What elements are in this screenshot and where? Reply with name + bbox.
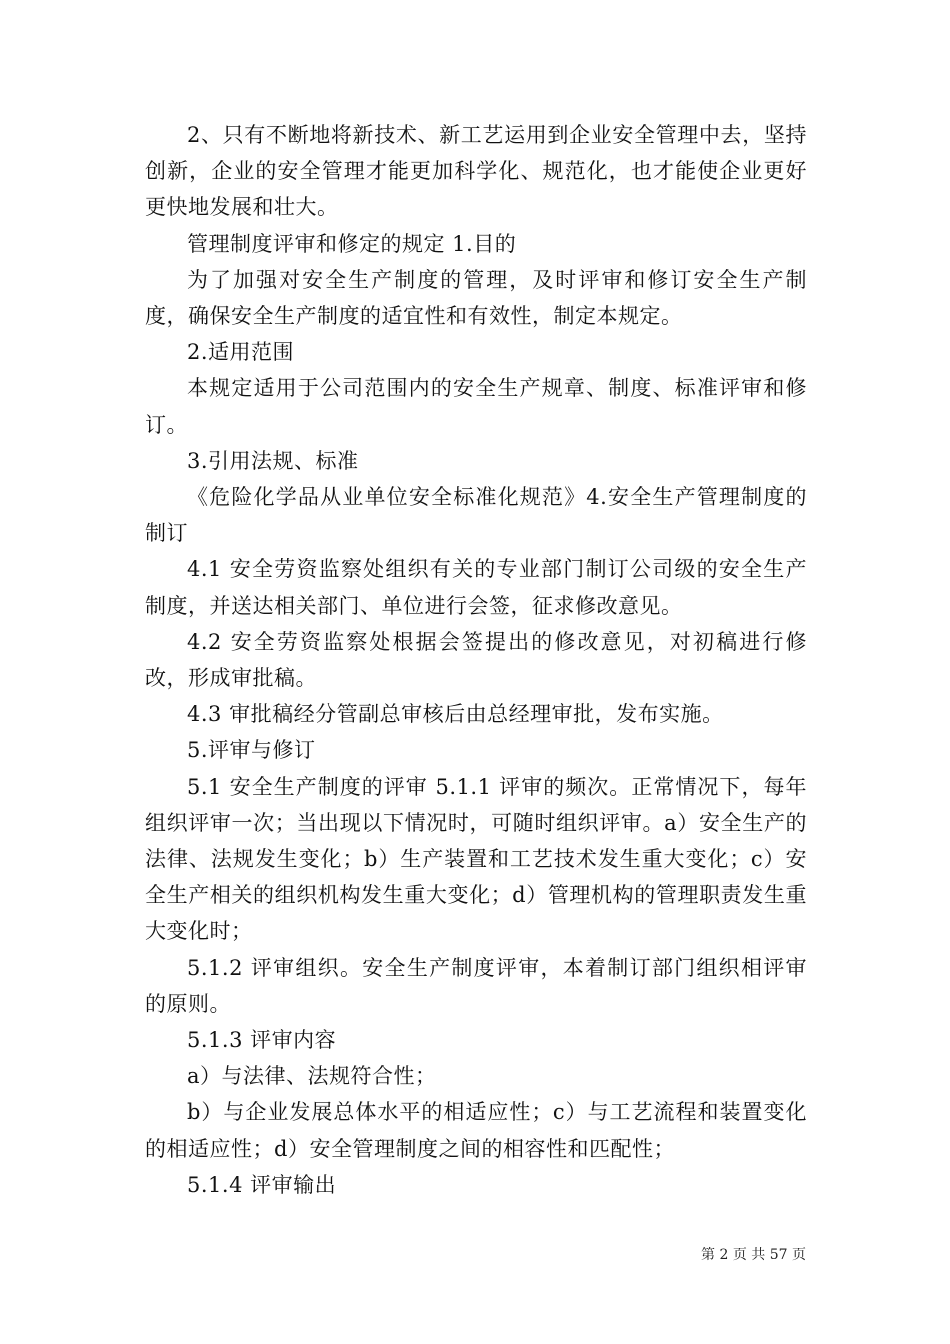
heading-5-1-3: 5.1.3 评审内容 xyxy=(187,1028,337,1053)
list-item-a: a）与法律、法规符合性； xyxy=(187,1064,437,1089)
heading-review-revision: 5.评审与修订 xyxy=(187,738,316,763)
paragraph-5-1-2: 5.1.2 评审组织。安全生产制度评审，本着制订部门组织相评审的原则。 xyxy=(145,955,807,1016)
heading-5-1-4: 5.1.4 评审输出 xyxy=(187,1172,337,1197)
heading-references: 3.引用法规、标准 xyxy=(187,448,359,473)
paragraph-title-purpose: 管理制度评审和修定的规定 1.目的 xyxy=(187,231,517,256)
document-body xyxy=(145,117,807,1203)
paragraph-5-1: 5.1 安全生产制度的评审 5.1.1 评审的频次。正常情况下，每年组织评审一次；当出现以下情况时，可随时组织评审。a）安全生产的法律、法规发生变化；b）生产装置和工艺技术发生重大变化；c）安全生产相关的组织机构发生重大变化；d）管理机构的管理职责发生重大变化时； xyxy=(145,774,807,944)
paragraph-scope: 本规定适用于公司范围内的安全生产规章、制度、标准评审和修订。 xyxy=(145,376,807,437)
paragraph-4-1: 4.1 安全劳资监察处组织有关的专业部门制订公司级的安全生产制度，并送达相关部门、单位进行会签，征求修改意见。 xyxy=(145,557,807,618)
page-number: 第 2 页 共 57 页 xyxy=(701,1247,806,1263)
paragraph-purpose: 为了加强对安全生产制度的管理，及时评审和修订安全生产制度，确保安全生产制度的适宜性和有效性，制定本规定。 xyxy=(145,267,807,329)
heading-scope: 2.适用范围 xyxy=(187,340,295,365)
paragraph-4-3: 4.3 审批稿经分管副总审核后由总经理审批，发布实施。 xyxy=(187,702,724,727)
list-item-b-c-d: b）与企业发展总体水平的相适应性；c）与工艺流程和装置变化的相适应性；d）安全管理制度之间的相容性和匹配性； xyxy=(145,1100,807,1161)
paragraph-references: 《危险化学品从业单位安全标准化规范》4.安全生产管理制度的制订 xyxy=(145,485,807,546)
paragraph-4-2: 4.2 安全劳资监察处根据会签提出的修改意见，对初稿进行修改，形成审批稿。 xyxy=(145,629,807,691)
paragraph-innovation: 2、只有不断地将新技术、新工艺运用到企业安全管理中去，坚持创新，企业的安全管理才能更加科学化、规范化，也才能使企业更好更快地发展和壮大。 xyxy=(145,123,807,220)
